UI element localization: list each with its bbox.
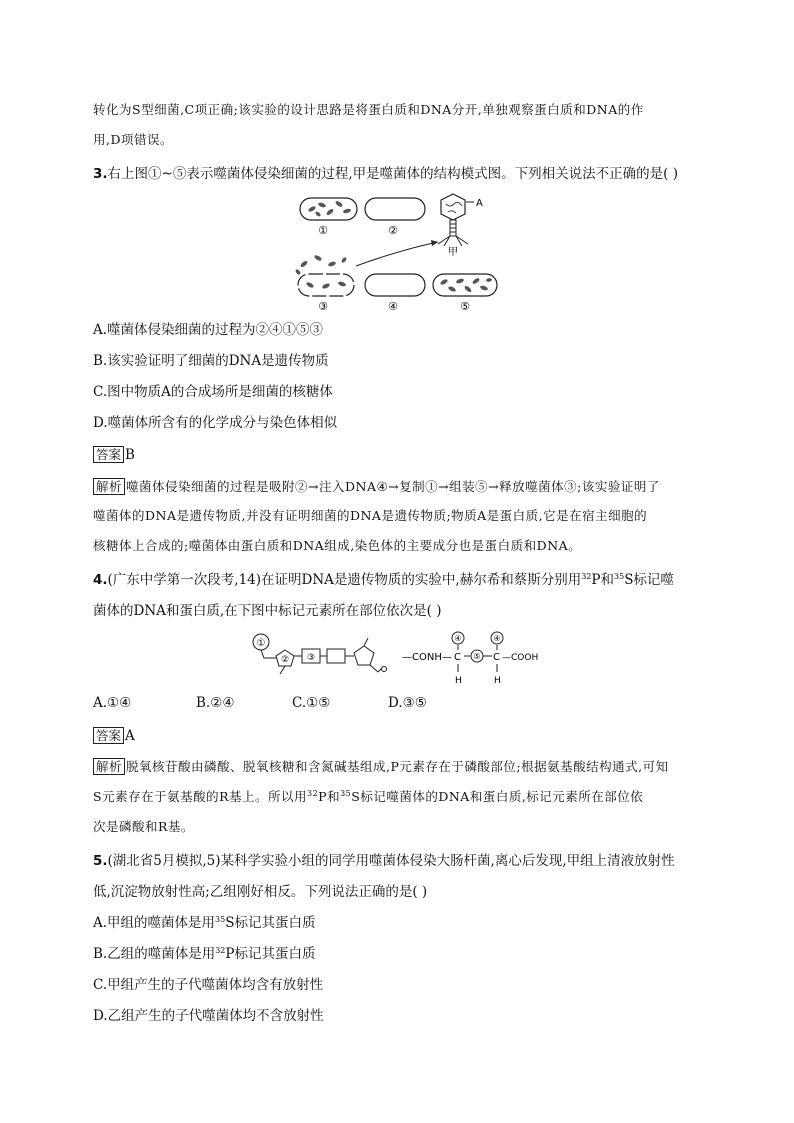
q3-label-3: ③ [318,300,328,313]
q4-analysis-line-2 [93,789,643,805]
q4-options [93,695,513,711]
q4-analysis-tag: 解析 [93,758,125,775]
q5-option-b-part-2: P标记其蛋白质 [225,946,316,962]
q3-label-jia: 甲 [448,247,458,258]
q3-label-2: ② [388,224,398,237]
q4-analysis-line-1 [93,758,669,775]
q3-cell-4 [365,274,425,296]
q4-option-a: A.①④ [93,695,132,711]
q3-option-d: D.噬菌体所含有的化学成分与染色体相似 [93,415,338,431]
q4-h-1: H [455,676,462,686]
q4-stem-part-1: (广东中学第一次段考,14)在证明DNA是遗传物质的实验中,赫尔希和蔡斯分别用 [107,572,582,588]
q5-stem-line-2: 低,沉淀物放射性高;乙组刚好相反。下列说法正确的是( ) [93,884,428,900]
q3-analysis-text-1: 噬菌体侵染细菌的过程是吸附②→注入DNA④→复制①→组装⑤→释放噬菌体③;该实验证明了 [126,479,660,494]
q5-option-b [93,946,316,962]
q4-sup-35: 35 [614,572,625,581]
q5-option-a [93,915,315,931]
q3-option-c: C.图中物质A的合成场所是细菌的核糖体 [93,384,333,400]
q5-stem-text-1: (湖北省5月模拟,5)某科学实验小组的同学用噬菌体侵染大肠杆菌,离心后发现,甲组上清液放射性 [107,853,675,869]
q4-stem-part-3: S标记噬 [624,572,674,588]
q3-cell-5 [433,274,497,296]
q3-label-4: ④ [388,300,398,313]
q3-stem [93,166,678,182]
q5-option-a-part-1: A.甲组的噬菌体是用 [93,915,216,931]
q4-circle-4b: ④ [493,634,501,643]
q5-number: 5. [93,853,108,869]
q3-cell-1 [300,198,357,220]
q4-c-atom-2: C [493,652,500,663]
q3-answer-value: B [125,447,135,463]
q4-stem-line-1 [93,572,674,588]
q4-analysis-part-2: P和 [318,789,341,804]
prev-text-line-2: 用,D项错误。 [93,132,173,147]
q5-option-b-part-1: B.乙组的噬菌体是用 [93,946,216,962]
q4-number: 4. [93,572,108,588]
q3-analysis-line-1 [93,478,660,495]
q3-arrow [356,242,438,266]
q4-box-empty [327,649,345,663]
q4-h-2: H [494,676,501,686]
q4-circle-5: ⑤ [473,652,481,661]
q3-label-1: ① [318,224,328,237]
q4-cooh: —COOH [502,653,539,663]
q4-analysis-text-1: 脱氧核苷酸由磷酸、脱氧核糖和含氮碱基组成,P元素存在于磷酸部位;根据氨基酸结构通式,可知 [126,759,669,774]
q5-stem-line-1 [93,853,675,869]
q4-answer [93,727,135,744]
q3-analysis-line-2: 噬菌体的DNA是遗传物质,并没有证明细菌的DNA是遗传物质;物质A是蛋白质,它是在宿主细胞的 [93,508,648,523]
q5-option-b-sup: 32 [215,946,226,955]
q4-answer-tag: 答案 [93,727,124,744]
q5-option-a-part-2: S标记其蛋白质 [225,915,316,931]
q4-sugar-pentagon-2 [354,646,374,665]
q3-cell-2 [365,198,425,220]
q5-option-c: C.甲组产生的子代噬菌体均含有放射性 [93,977,324,993]
q3-arrow-head [431,240,438,246]
q4-option-d: D.③⑤ [388,695,427,711]
q4-analysis-sup-32: 32 [306,789,319,798]
q3-option-b: B.该实验证明了细菌的DNA是遗传物质 [93,353,329,369]
q4-stem-line-2: 菌体的DNA和蛋白质,在下图中标记元素所在部位依次是( ) [93,603,442,619]
q3-answer-tag: 答案 [93,446,124,463]
q3-cell-3 [295,254,354,296]
q3-label-a: A [476,198,483,209]
prev-text-line-1: 转化为S型细菌,C项正确;该实验的设计思路是将蛋白质和DNA分开,单独观察蛋白质和DNA的作 [93,102,644,117]
q4-circle-2: ② [280,655,290,665]
q4-circle-4a: ④ [454,634,462,643]
q5-option-a-sup: 35 [215,915,226,924]
q4-conh: —CONH— [402,652,452,663]
q3-option-a: A.噬菌体侵染细菌的过程为②④①⑤③ [93,322,324,338]
q3-answer [93,446,135,463]
q3-label-5: ⑤ [460,300,470,313]
q3-stem-text: 右上图①~⑤表示噬菌体侵染细菌的过程,甲是噬菌体的结构模式图。下列相关说法不正确的是( ) [107,166,678,182]
q3-number: 3. [93,166,108,182]
q3-analysis-line-3: 核糖体上合成的;噬菌体由蛋白质和DNA组成,染色体的主要成分也是蛋白质和DNA。 [93,538,582,553]
q4-circle-1: ① [256,638,266,649]
q4-option-c: C.①⑤ [292,695,331,711]
q3-analysis-tag: 解析 [93,478,125,495]
q3-phage-figure [290,190,520,318]
q4-circle-3: ③ [306,653,316,663]
q4-option-b: B.②④ [196,695,235,711]
q4-answer-value: A [125,728,135,744]
q4-stem-part-2: P和 [591,572,614,588]
q4-analysis-part-3: S标记噬菌体的DNA和蛋白质,标记元素所在部位依 [351,789,644,804]
q5-option-d: D.乙组产生的子代噬菌体均不含放射性 [93,1008,324,1024]
q4-analysis-part-1: S元素存在于氨基酸的R基上。所以用 [93,789,307,804]
q4-sup-32: 32 [581,572,592,581]
q4-analysis-line-3: 次是磷酸和R基。 [93,819,194,834]
q4-analysis-sup-35: 35 [340,789,352,798]
q3-phage-structure-jia [438,194,474,246]
q4-molecule-figure [240,628,560,688]
q4-c-atom-1: C [454,652,461,663]
